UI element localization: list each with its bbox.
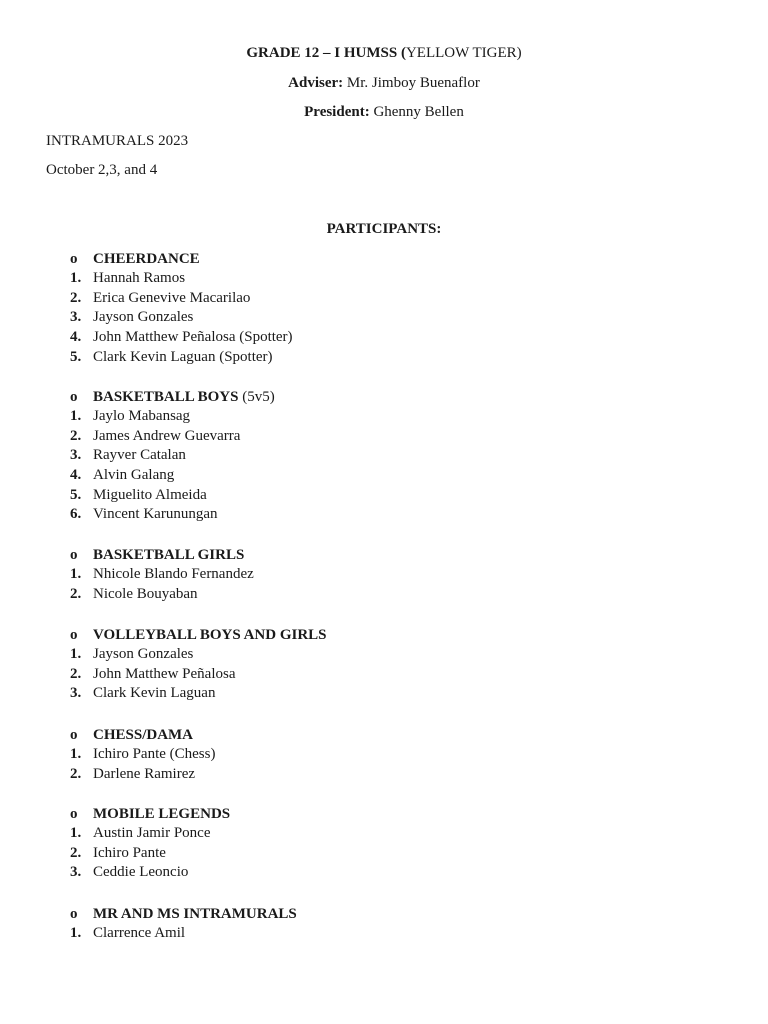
item-number: 2. [70,427,82,444]
section-mobile-legends [0,804,768,883]
item-number: 1. [70,746,82,762]
item-name: Ichiro Pante [93,844,166,861]
item-name: John Matthew Peñalosa [93,665,236,682]
item-name: Austin Jamir Ponce [93,825,211,841]
item-number: 2. [70,665,82,682]
item-number: 6. [70,506,82,523]
section-basketball-boys [0,387,768,525]
list-item [0,328,768,348]
section-title: MOBILE LEGENDS [93,806,231,822]
adviser-name: Mr. Jimboy Buenaflor [346,75,480,91]
item-number: 1. [70,566,82,582]
president-label: President: [304,104,370,120]
item-name: Ichiro Pante (Chess) [93,746,216,762]
list-item [0,585,768,605]
list-item [0,505,768,525]
item-number: 1. [70,270,82,286]
list-item [0,446,768,466]
item-name: James Andrew Guevarra [93,427,241,444]
president-name: Ghenny Bellen [373,104,464,120]
item-name: Hannah Ramos [93,270,186,286]
section-header [0,804,768,824]
adviser-label: Adviser: [288,75,344,91]
bullet-icon: o [70,389,78,405]
section-header [0,725,768,745]
section-title: CHEERDANCE [93,251,200,267]
event-name: INTRAMURALS 2023 [46,133,189,149]
section-title: MR AND MS INTRAMURALS [93,906,297,922]
section-header [0,387,768,407]
item-name: Vincent Karunungan [93,506,218,523]
section-title: BASKETBALL BOYS (5v5) [93,389,275,405]
list-item [0,684,768,704]
section-header [0,249,768,269]
section-chess-dama [0,725,768,784]
section-title: CHESS/DAMA [93,727,194,743]
title-normal-part: YELLOW TIGER) [405,45,522,61]
item-name: Rayver Catalan [93,447,186,464]
list-item [0,348,768,368]
item-name: John Matthew Peñalosa (Spotter) [93,329,293,346]
item-number: 2. [70,765,82,782]
list-item [0,765,768,785]
item-number: 1. [70,825,82,841]
list-item [0,844,768,864]
item-name: Jaylo Mabansag [93,408,191,424]
item-number: 1. [70,925,82,941]
list-item [0,269,768,289]
list-item [0,665,768,685]
item-number: 1. [70,646,82,662]
list-item [0,289,768,309]
item-name: Clark Kevin Laguan (Spotter) [93,348,273,365]
list-item [0,924,768,944]
bullet-icon: o [70,906,78,922]
item-number: 1. [70,408,82,424]
item-number: 5. [70,348,82,365]
item-number: 3. [70,864,82,881]
item-number: 3. [70,447,82,464]
item-name: Ceddie Leoncio [93,864,189,881]
item-name: Erica Genevive Macarilao [93,289,251,306]
item-name: Clark Kevin Laguan [93,685,216,702]
item-name: Alvin Galang [93,467,175,484]
list-item [0,308,768,328]
section-cheerdance [0,249,768,367]
item-number: 5. [70,486,82,503]
item-number: 3. [70,309,82,326]
item-name: Nicole Bouyaban [93,585,198,602]
list-item [0,486,768,506]
president-line [0,103,768,121]
item-number: 4. [70,329,82,346]
bullet-icon: o [70,727,78,743]
bullet-icon: o [70,627,78,643]
bullet-icon: o [70,547,78,563]
participants-heading: PARTICIPANTS: [326,221,442,237]
section-header [0,625,768,645]
item-name: Miguelito Almeida [93,486,207,503]
section-volleyball [0,625,768,704]
item-number: 2. [70,585,82,602]
item-name: Jayson Gonzales [93,646,194,662]
bullet-icon: o [70,806,78,822]
item-number: 2. [70,289,82,306]
item-name: Nhicole Blando Fernandez [93,566,254,582]
bullet-icon: o [70,251,78,267]
list-item [0,824,768,844]
list-item [0,745,768,765]
section-mr-ms-intramurals [0,904,768,944]
list-item [0,466,768,486]
section-title: BASKETBALL GIRLS [93,547,245,563]
document-title [0,44,768,62]
section-title: VOLLEYBALL BOYS AND GIRLS [93,627,327,643]
item-number: 3. [70,685,82,702]
adviser-line [0,74,768,92]
section-header [0,904,768,924]
item-number: 4. [70,467,82,484]
section-basketball-girls [0,545,768,604]
event-dates: October 2,3, and 4 [46,162,158,178]
list-item [0,565,768,585]
list-item [0,863,768,883]
list-item [0,407,768,427]
item-number: 2. [70,844,82,861]
item-name: Jayson Gonzales [93,309,194,326]
title-bold-part: GRADE 12 – I HUMSS ( [246,45,406,61]
item-name: Clarrence Amil [93,925,186,941]
item-name: Darlene Ramirez [93,765,196,782]
section-header [0,545,768,565]
list-item [0,427,768,447]
list-item [0,645,768,665]
